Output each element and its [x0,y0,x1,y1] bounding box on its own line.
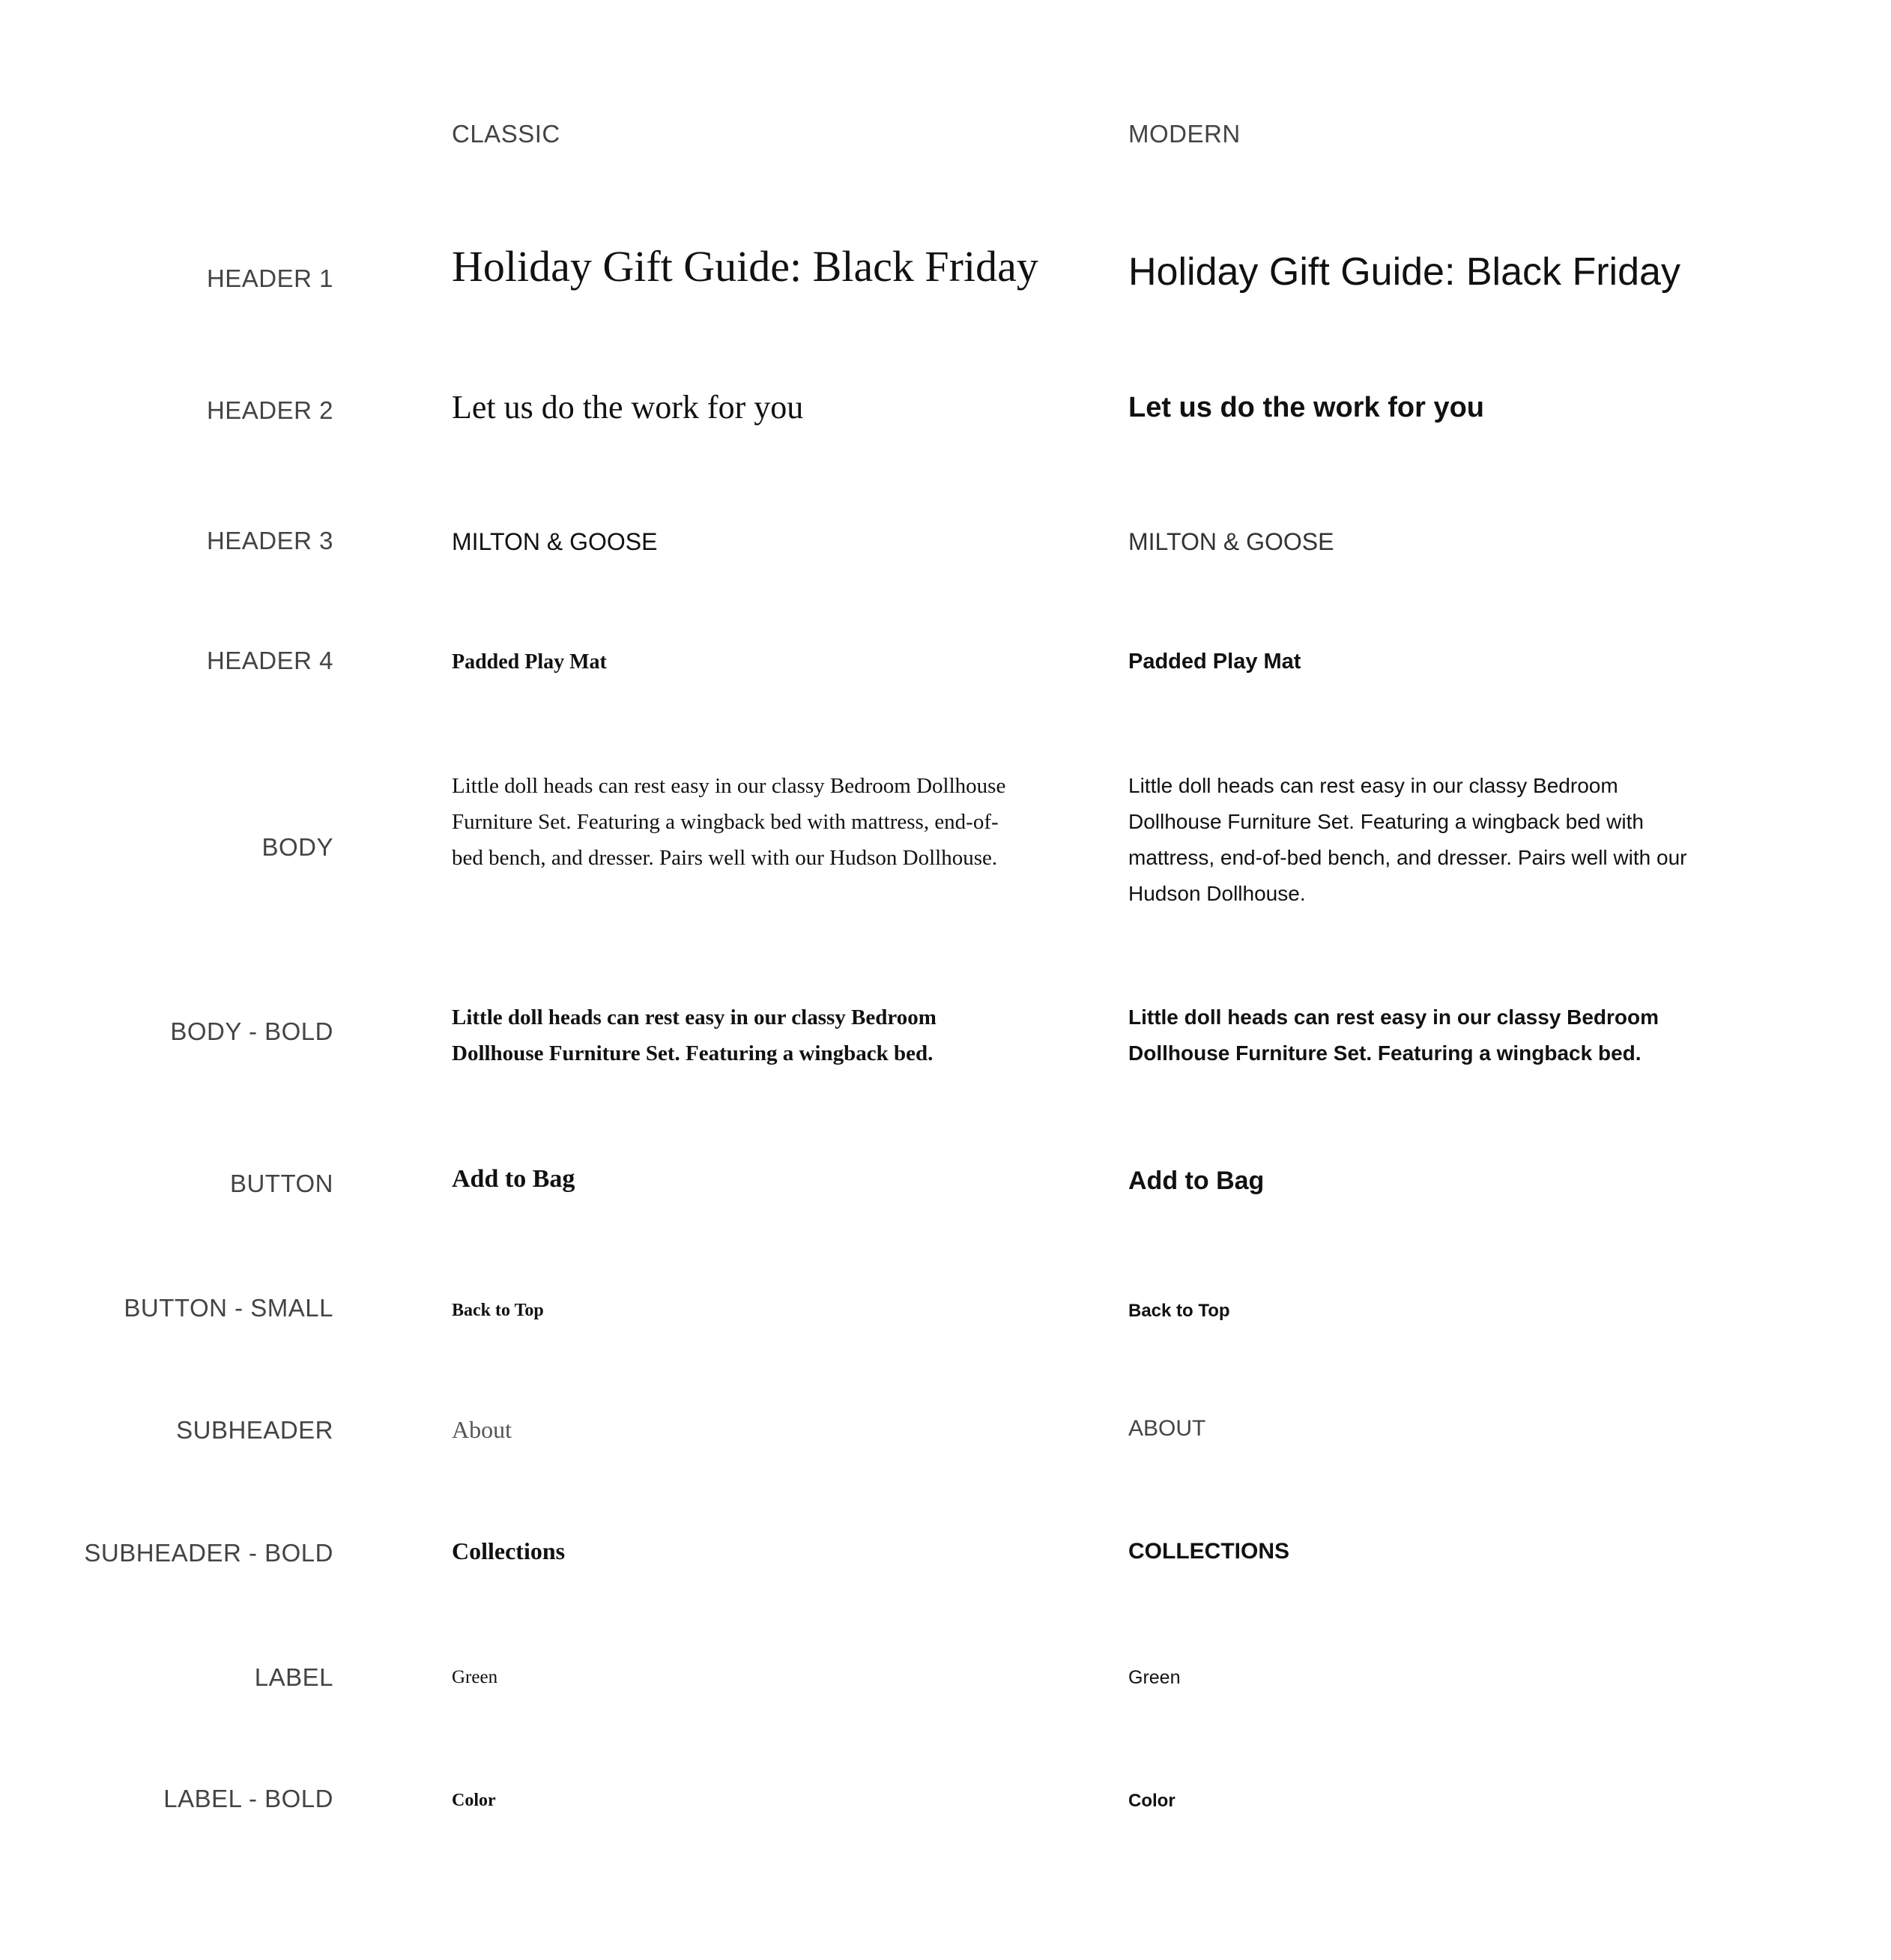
modern-header-3-sample: MILTON & GOOSE [1128,528,1334,555]
row-label-header-1: HEADER 1 [206,264,333,292]
classic-body-bold-sample: Little doll heads can rest easy in our classy Bedroom Dollhouse Furniture Set. Featuring a wingback bed. [452,1005,937,1065]
row-label-body-bold: BODY - BOLD [170,1017,333,1045]
classic-header-2-sample: Let us do the work for you [452,389,804,426]
row-label-header-4: HEADER 4 [206,647,333,674]
classic-button-small-sample: Back to Top [452,1301,544,1320]
modern-header-4-sample: Padded Play Mat [1128,650,1301,674]
modern-body-bold-sample: Little doll heads can rest easy in our classy Bedroom Dollhouse Furniture Set. Featuring a wingback bed. [1128,1005,1659,1065]
column-heading-classic: CLASSIC [452,120,560,148]
row-label-button: BUTTON [229,1170,333,1197]
modern-header-2-sample: Let us do the work for you [1128,392,1485,423]
classic-button-sample: Add to Bag [452,1165,575,1193]
row-label-header-3: HEADER 3 [206,527,333,554]
classic-label-sample: Green [452,1667,498,1687]
classic-label-bold-sample: Color [452,1791,496,1810]
row-label-label-bold: LABEL - BOLD [163,1785,333,1812]
column-heading-modern: MODERN [1128,120,1241,148]
modern-header-1-sample: Holiday Gift Guide: Black Friday [1128,250,1680,294]
row-label-header-2: HEADER 2 [206,396,333,424]
classic-header-4-sample: Padded Play Mat [452,650,607,674]
modern-body-sample: Little doll heads can rest easy in our classy Bedroom Dollhouse Furniture Set. Featuring a wingback bed with mattress, end-of-bed bench, and dresser. Pairs well with our Hudson Dollhouse. [1128,774,1687,905]
modern-subheader-bold-sample: COLLECTIONS [1128,1539,1289,1564]
classic-body-sample: Little doll heads can rest easy in our classy Bedroom Dollhouse Furniture Set. Featuring a wingback bed with mattress, end-of-bed bench, and dresser. Pairs well with our Hudson Dollhouse. [452,774,1006,870]
row-label-label: LABEL [254,1663,333,1691]
modern-button-sample: Add to Bag [1128,1167,1265,1195]
modern-label-sample: Green [1128,1667,1181,1688]
modern-subheader-sample: ABOUT [1128,1416,1206,1441]
modern-label-bold-sample: Color [1128,1791,1176,1811]
modern-button-small-sample: Back to Top [1128,1301,1230,1321]
row-label-button-small: BUTTON - SMALL [124,1294,333,1322]
classic-header-1-sample: Holiday Gift Guide: Black Friday [452,242,1038,291]
classic-subheader-sample: About [452,1416,512,1443]
classic-header-3-sample: MILTON & GOOSE [452,528,658,555]
classic-subheader-bold-sample: Collections [452,1537,566,1564]
row-label-subheader: SUBHEADER [176,1416,333,1444]
row-label-body: BODY [261,833,333,861]
row-label-subheader-bold: SUBHEADER - BOLD [84,1539,333,1567]
